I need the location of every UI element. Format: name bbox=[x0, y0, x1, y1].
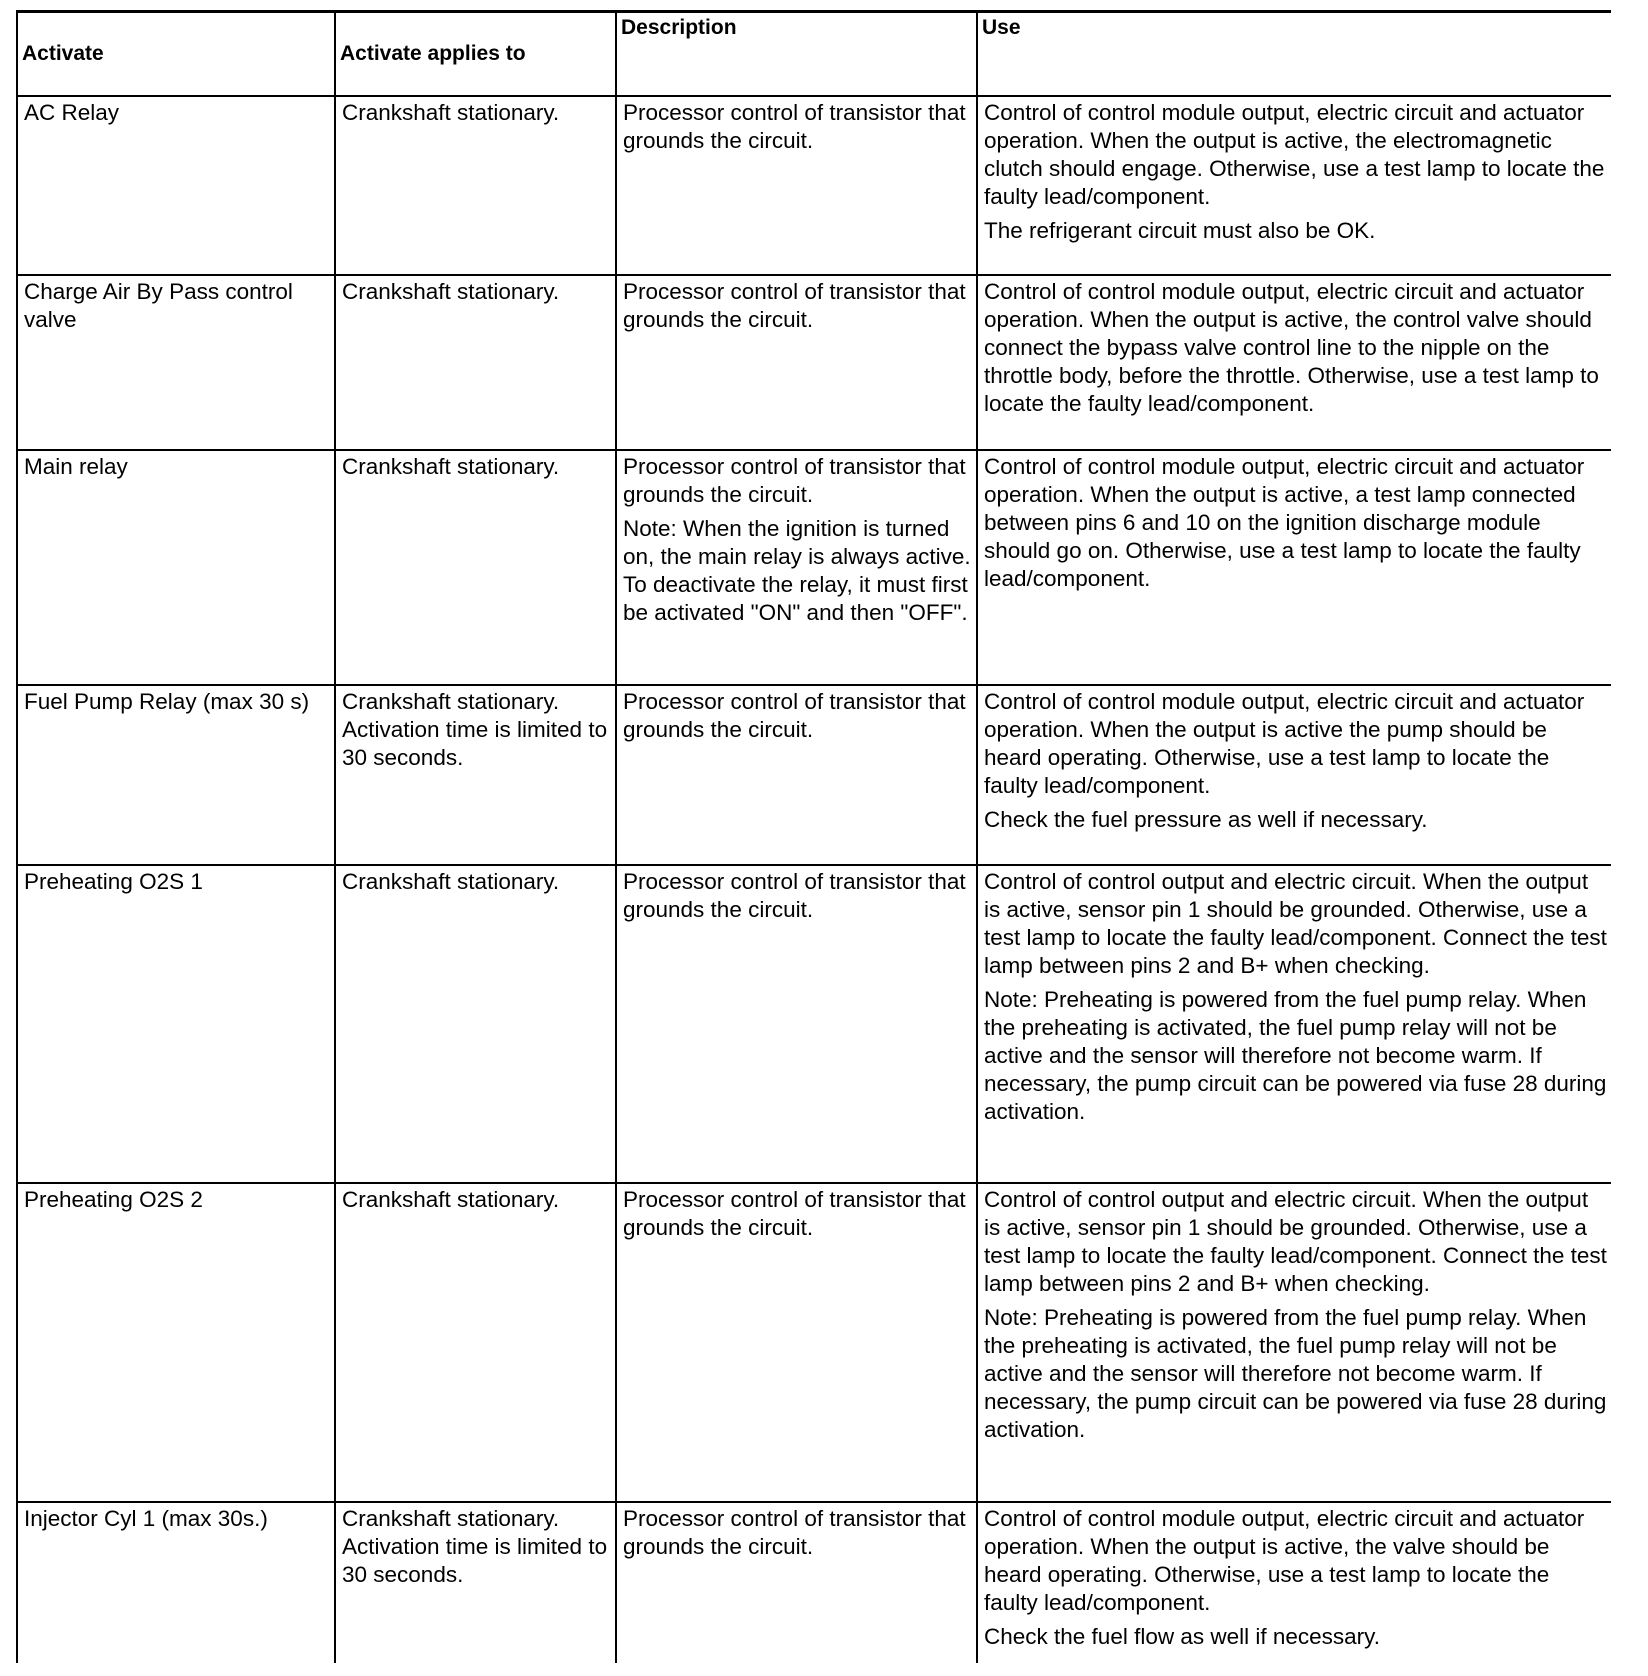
header-applies-to: Activate applies to bbox=[335, 12, 616, 97]
header-use: Use bbox=[977, 12, 1611, 97]
table-row bbox=[17, 450, 1611, 685]
cell-activate: Charge Air By Pass control valve bbox=[17, 275, 335, 450]
cell-applies-to: Crankshaft stationary. bbox=[335, 450, 616, 685]
cell-use: Control of control module output, electric circuit and actuator operation. When the output is active, the valve should be heard operating. Otherwise, use a test lamp to locate the faulty lead/component. Check the fuel flow as well if necessary. bbox=[977, 1502, 1611, 1663]
table-row bbox=[17, 275, 1611, 450]
cell-description: Processor control of transistor that grounds the circuit. bbox=[616, 1183, 977, 1502]
activation-table bbox=[16, 10, 1611, 1663]
cell-description: Processor control of transistor that grounds the circuit. bbox=[616, 865, 977, 1183]
cell-applies-to: Crankshaft stationary. Activation time is limited to 30 seconds. bbox=[335, 1502, 616, 1663]
cell-use: Control of control module output, electric circuit and actuator operation. When the output is active, the control valve should connect the bypass valve control line to the nipple on the throttle body, before the throttle. Otherwise, use a test lamp to locate the faulty lead/component. bbox=[977, 275, 1611, 450]
table-row bbox=[17, 1502, 1611, 1663]
cell-description: Processor control of transistor that grounds the circuit. bbox=[616, 1502, 977, 1663]
table-row bbox=[17, 865, 1611, 1183]
cell-use: Control of control output and electric circuit. When the output is active, sensor pin 1 should be grounded. Otherwise, use a test lamp to locate the faulty lead/component. Connect the test lamp between pins 2 and B+ when checking. Note: Preheating is powered from the fuel pump relay. When the preheating is activated, the fuel pump relay will not be active and the sensor will therefore not become warm. If necessary, the pump circuit can be powered via fuse 28 during activation. bbox=[977, 1183, 1611, 1502]
table-row bbox=[17, 1183, 1611, 1502]
cell-activate: Fuel Pump Relay (max 30 s) bbox=[17, 685, 335, 865]
cell-description: Processor control of transistor that grounds the circuit. bbox=[616, 685, 977, 865]
table-row bbox=[17, 96, 1611, 275]
cell-activate: Preheating O2S 1 bbox=[17, 865, 335, 1183]
cell-applies-to: Crankshaft stationary. bbox=[335, 1183, 616, 1502]
cell-activate: Injector Cyl 1 (max 30s.) bbox=[17, 1502, 335, 1663]
cell-activate: Main relay bbox=[17, 450, 335, 685]
cell-applies-to: Crankshaft stationary. bbox=[335, 275, 616, 450]
cell-use: Control of control module output, electric circuit and actuator operation. When the output is active, the electromagnetic clutch should engage. Otherwise, use a test lamp to locate the faulty lead/component. The refrigerant circuit must also be OK. bbox=[977, 96, 1611, 275]
cell-applies-to: Crankshaft stationary. Activation time is limited to 30 seconds. bbox=[335, 685, 616, 865]
cell-applies-to: Crankshaft stationary. bbox=[335, 865, 616, 1183]
cell-description: Processor control of transistor that grounds the circuit. bbox=[616, 96, 977, 275]
cell-description: Processor control of transistor that grounds the circuit. bbox=[616, 275, 977, 450]
cell-use: Control of control module output, electric circuit and actuator operation. When the output is active the pump should be heard operating. Otherwise, use a test lamp to locate the faulty lead/component. Check the fuel pressure as well if necessary. bbox=[977, 685, 1611, 865]
cell-description: Processor control of transistor that grounds the circuit. Note: When the ignition is turned on, the main relay is always active. To deactivate the relay, it must first be activated "ON" and then "OFF". bbox=[616, 450, 977, 685]
table-header-row bbox=[17, 12, 1611, 97]
cell-use: Control of control output and electric circuit. When the output is active, sensor pin 1 should be grounded. Otherwise, use a test lamp to locate the faulty lead/component. Connect the test lamp between pins 2 and B+ when checking. Note: Preheating is powered from the fuel pump relay. When the preheating is activated, the fuel pump relay will not be active and the sensor will therefore not become warm. If necessary, the pump circuit can be powered via fuse 28 during activation. bbox=[977, 865, 1611, 1183]
cell-use: Control of control module output, electric circuit and actuator operation. When the output is active, a test lamp connected between pins 6 and 10 on the ignition discharge module should go on. Otherwise, use a test lamp to locate the faulty lead/component. bbox=[977, 450, 1611, 685]
cell-activate: Preheating O2S 2 bbox=[17, 1183, 335, 1502]
header-activate: Activate bbox=[17, 12, 335, 97]
table-row bbox=[17, 685, 1611, 865]
header-description: Description bbox=[616, 12, 977, 97]
cell-applies-to: Crankshaft stationary. bbox=[335, 96, 616, 275]
cell-activate: AC Relay bbox=[17, 96, 335, 275]
